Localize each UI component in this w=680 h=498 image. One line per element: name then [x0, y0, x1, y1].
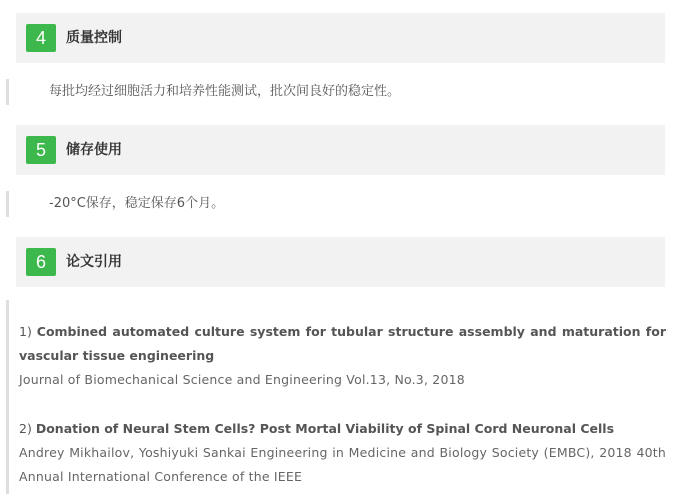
reference-title[interactable]: Donation of Neural Stem Cells? Post Mortal Viability of Spinal Cord Neuronal Cells [35, 421, 615, 436]
section-header-citations [16, 237, 665, 287]
reference-title-line [19, 417, 666, 441]
section-number-badge: 4 [26, 24, 56, 52]
section-title: 储存使用 [66, 142, 122, 158]
reference-source: Andrey Mikhailov, Yoshiyuki Sankai Engineering in Medicine and Biology Society (EMBC), 2018 40th Annual International Conference of the IEEE [19, 445, 666, 484]
reference-title[interactable]: Combined automated culture system for tubular structure assembly and maturation for vascular tissue engineering [19, 324, 666, 363]
section-title: 论文引用 [66, 254, 122, 270]
section-body-text: 每批均经过细胞活力和培养性能测试，批次间良好的稳定性。 [49, 84, 401, 99]
section-header-storage [16, 125, 665, 175]
section-number-badge: 5 [26, 136, 56, 164]
section-header-quality-control [16, 13, 665, 63]
section-number-badge: 6 [26, 248, 56, 276]
reference-index: 2) [19, 421, 32, 436]
reference-item [19, 320, 666, 392]
section-text-quality-control [6, 79, 665, 105]
reference-item [19, 417, 666, 489]
reference-source: Journal of Biomechanical Science and Engineering Vol.13, No.3, 2018 [19, 372, 465, 387]
reference-title-line [19, 320, 666, 368]
section-text-storage [6, 191, 665, 217]
section-body-text: -20°C保存，稳定保存6个月。 [49, 196, 225, 211]
reference-index: 1) [19, 324, 32, 339]
section-title: 质量控制 [66, 30, 122, 46]
reference-list [6, 300, 666, 494]
